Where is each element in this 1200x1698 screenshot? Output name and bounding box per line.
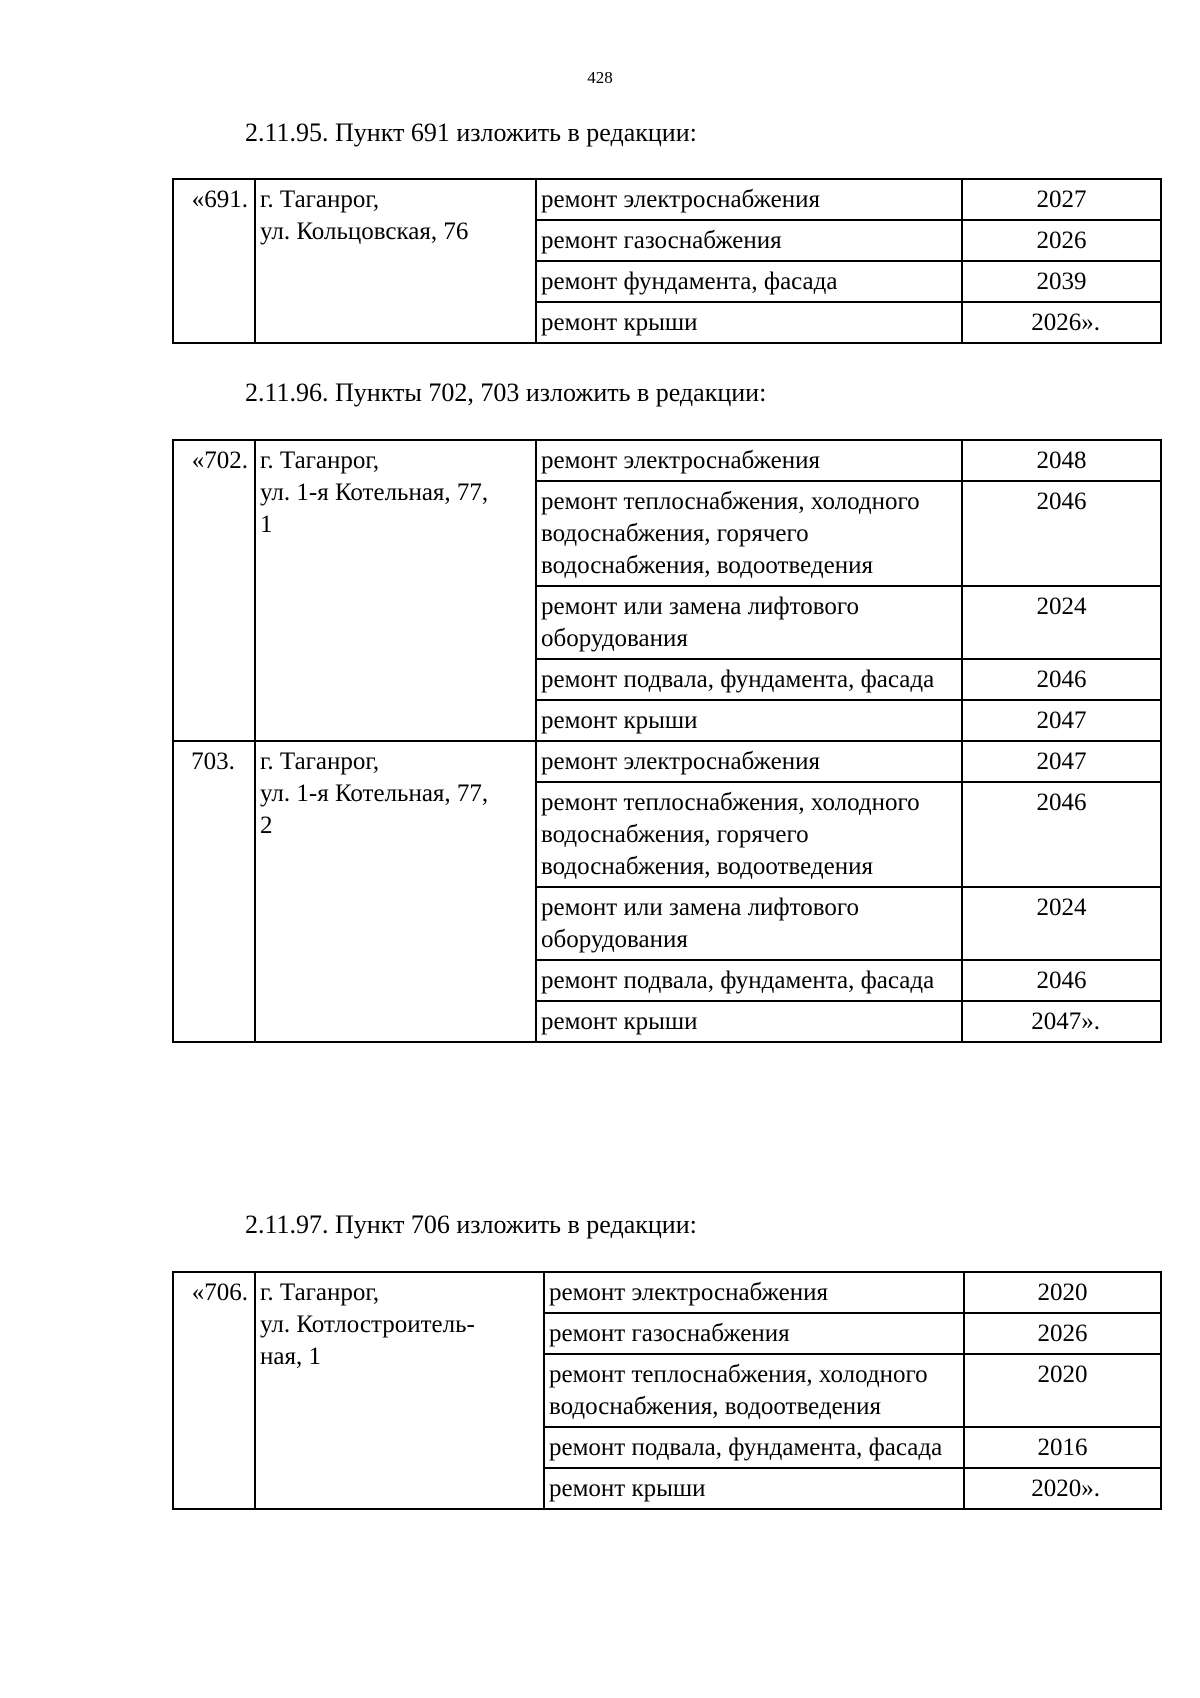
entry-number: 703.	[173, 741, 255, 1042]
work-name: ремонт фундамента, фасада	[536, 261, 962, 302]
work-name: ремонт подвала, фундамента, фасада	[536, 659, 962, 700]
work-year: 2026».	[962, 302, 1161, 343]
table-row	[173, 741, 1161, 782]
work-name: ремонт теплоснабжения, холодного водоснабжения, водоотведения	[544, 1354, 964, 1427]
work-name: ремонт электроснабжения	[544, 1272, 964, 1313]
entry-number: «702.	[173, 440, 255, 741]
table-row	[173, 179, 1161, 220]
work-year: 2024	[962, 586, 1161, 659]
work-name: ремонт крыши	[536, 302, 962, 343]
work-year: 2027	[962, 179, 1161, 220]
work-year: 2026	[964, 1313, 1161, 1354]
work-name: ремонт газоснабжения	[536, 220, 962, 261]
work-year: 2039	[962, 261, 1161, 302]
amendment-table-702-703	[172, 439, 1162, 1043]
work-name: ремонт теплоснабжения, холодного водоснабжения, горячего водоснабжения, водоотведения	[536, 782, 962, 887]
work-year: 2046	[962, 782, 1161, 887]
work-year: 2020	[964, 1354, 1161, 1427]
entry-address: г. Таганрог, ул. Котлостроитель- ная, 1	[255, 1272, 544, 1509]
work-name: ремонт газоснабжения	[544, 1313, 964, 1354]
work-year: 2026	[962, 220, 1161, 261]
work-year: 2047	[962, 700, 1161, 741]
work-name: ремонт электроснабжения	[536, 440, 962, 481]
work-name: ремонт или замена лифтового оборудования	[536, 586, 962, 659]
work-year: 2046	[962, 659, 1161, 700]
work-name: ремонт подвала, фундамента, фасада	[536, 960, 962, 1001]
work-name: ремонт крыши	[536, 700, 962, 741]
work-year: 2020».	[964, 1468, 1161, 1509]
entry-address: г. Таганрог, ул. Кольцовская, 76	[255, 179, 536, 343]
work-name: ремонт электроснабжения	[536, 179, 962, 220]
work-year: 2046	[962, 481, 1161, 586]
work-name: ремонт теплоснабжения, холодного водоснабжения, горячего водоснабжения, водоотведения	[536, 481, 962, 586]
work-year: 2024	[962, 887, 1161, 960]
entry-number: «706.	[173, 1272, 255, 1509]
instruction-2-11-97: 2.11.97. Пункт 706 изложить в редакции:	[245, 1210, 697, 1239]
entry-address: г. Таганрог, ул. 1-я Котельная, 77, 2	[255, 741, 536, 1042]
table-row	[173, 1272, 1161, 1313]
table-row	[173, 440, 1161, 481]
work-year: 2016	[964, 1427, 1161, 1468]
work-name: ремонт крыши	[536, 1001, 962, 1042]
instruction-2-11-96: 2.11.96. Пункты 702, 703 изложить в редакции:	[245, 378, 767, 407]
work-year: 2048	[962, 440, 1161, 481]
work-year: 2047	[962, 741, 1161, 782]
entry-number: «691.	[173, 179, 255, 343]
work-name: ремонт электроснабжения	[536, 741, 962, 782]
work-year: 2046	[962, 960, 1161, 1001]
work-name: ремонт или замена лифтового оборудования	[536, 887, 962, 960]
work-name: ремонт крыши	[544, 1468, 964, 1509]
work-year: 2020	[964, 1272, 1161, 1313]
page-number: 428	[587, 68, 613, 87]
amendment-table-691	[172, 178, 1162, 344]
work-year: 2047».	[962, 1001, 1161, 1042]
entry-address: г. Таганрог, ул. 1-я Котельная, 77, 1	[255, 440, 536, 741]
instruction-2-11-95: 2.11.95. Пункт 691 изложить в редакции:	[245, 118, 697, 147]
amendment-table-706	[172, 1271, 1162, 1510]
work-name: ремонт подвала, фундамента, фасада	[544, 1427, 964, 1468]
